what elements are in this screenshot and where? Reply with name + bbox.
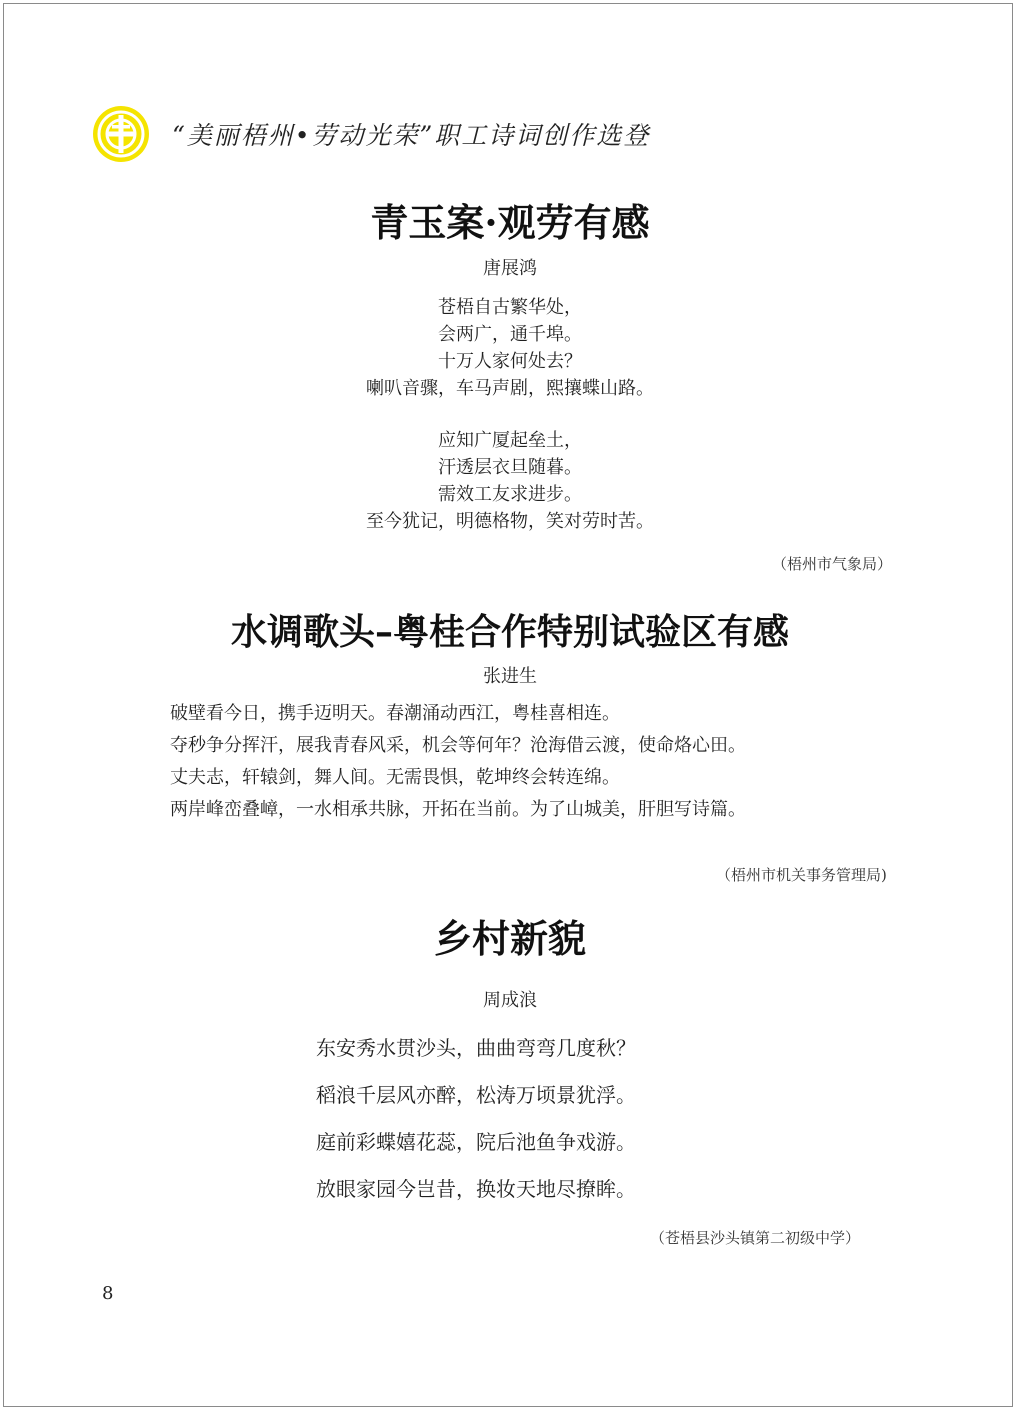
poem-line: 稻浪千层风亦醉，松涛万顷景犹浮。 — [316, 1083, 636, 1107]
poem-line: 放眼家园今岂昔，换妆天地尽撩眸。 — [316, 1177, 636, 1201]
poem-line: 会两广，通千埠。 — [438, 324, 582, 345]
poem-source: （梧州市气象局） — [772, 555, 893, 573]
poem-line: 喇叭音骤，车马声剧，熙攘蝶山路。 — [366, 378, 654, 399]
poem-line: 汗透层衣旦随暮。 — [438, 457, 582, 478]
poem-line: 两岸峰峦叠嶂，一水相承共脉，开拓在当前。为了山城美，肝胆写诗篇。 — [170, 799, 746, 820]
poem-stanza — [0, 294, 1020, 402]
poem-line: 东安秀水贯沙头，曲曲弯弯几度秋？ — [316, 1036, 636, 1060]
poem-source: （苍梧县沙头镇第二初级中学） — [650, 1229, 861, 1247]
page-header — [92, 104, 650, 164]
poem-line: 丈夫志，轩辕剑，舞人间。无需畏惧，乾坤终会转连绵。 — [170, 767, 620, 788]
poem-title: 乡村新貌 — [433, 916, 586, 961]
poem-line: 夺秒争分挥汗，展我青春风采，机会等何年？沧海借云渡，使命烙心田。 — [170, 735, 746, 756]
poem-title: 水调歌头–粤桂合作特别试验区有感 — [230, 611, 789, 653]
page-number: 8 — [102, 1283, 114, 1304]
poem-line: 需效工友求进步。 — [438, 484, 582, 505]
poem-line: 庭前彩蝶嬉花蕊，院后池鱼争戏游。 — [316, 1130, 636, 1154]
poem-source: （梧州市机关事务管理局) — [716, 866, 887, 884]
poem-title: 青玉案·观劳有感 — [370, 200, 650, 245]
poem-author: 张进生 — [483, 666, 537, 687]
poem-line: 至今犹记，明德格物，笑对劳时苦。 — [366, 511, 654, 532]
poem-line: 十万人家何处去？ — [438, 351, 582, 372]
series-title: “美丽梧州•劳动光荣”职工诗词创作选登 — [172, 121, 651, 150]
poem-body — [170, 698, 746, 826]
poem-author: 唐展鸿 — [483, 258, 537, 279]
poem-line: 破壁看今日，携手迈明天。春潮涌动西江，粤桂喜相连。 — [170, 703, 620, 724]
poem-body — [316, 1025, 636, 1213]
trade-union-emblem-icon — [92, 105, 150, 163]
poem-author: 周成浪 — [483, 990, 537, 1011]
poem-line: 应知广厦起垒土， — [438, 430, 582, 451]
poem-line: 苍梧自古繁华处， — [438, 297, 582, 318]
poem-stanza — [0, 427, 1020, 535]
